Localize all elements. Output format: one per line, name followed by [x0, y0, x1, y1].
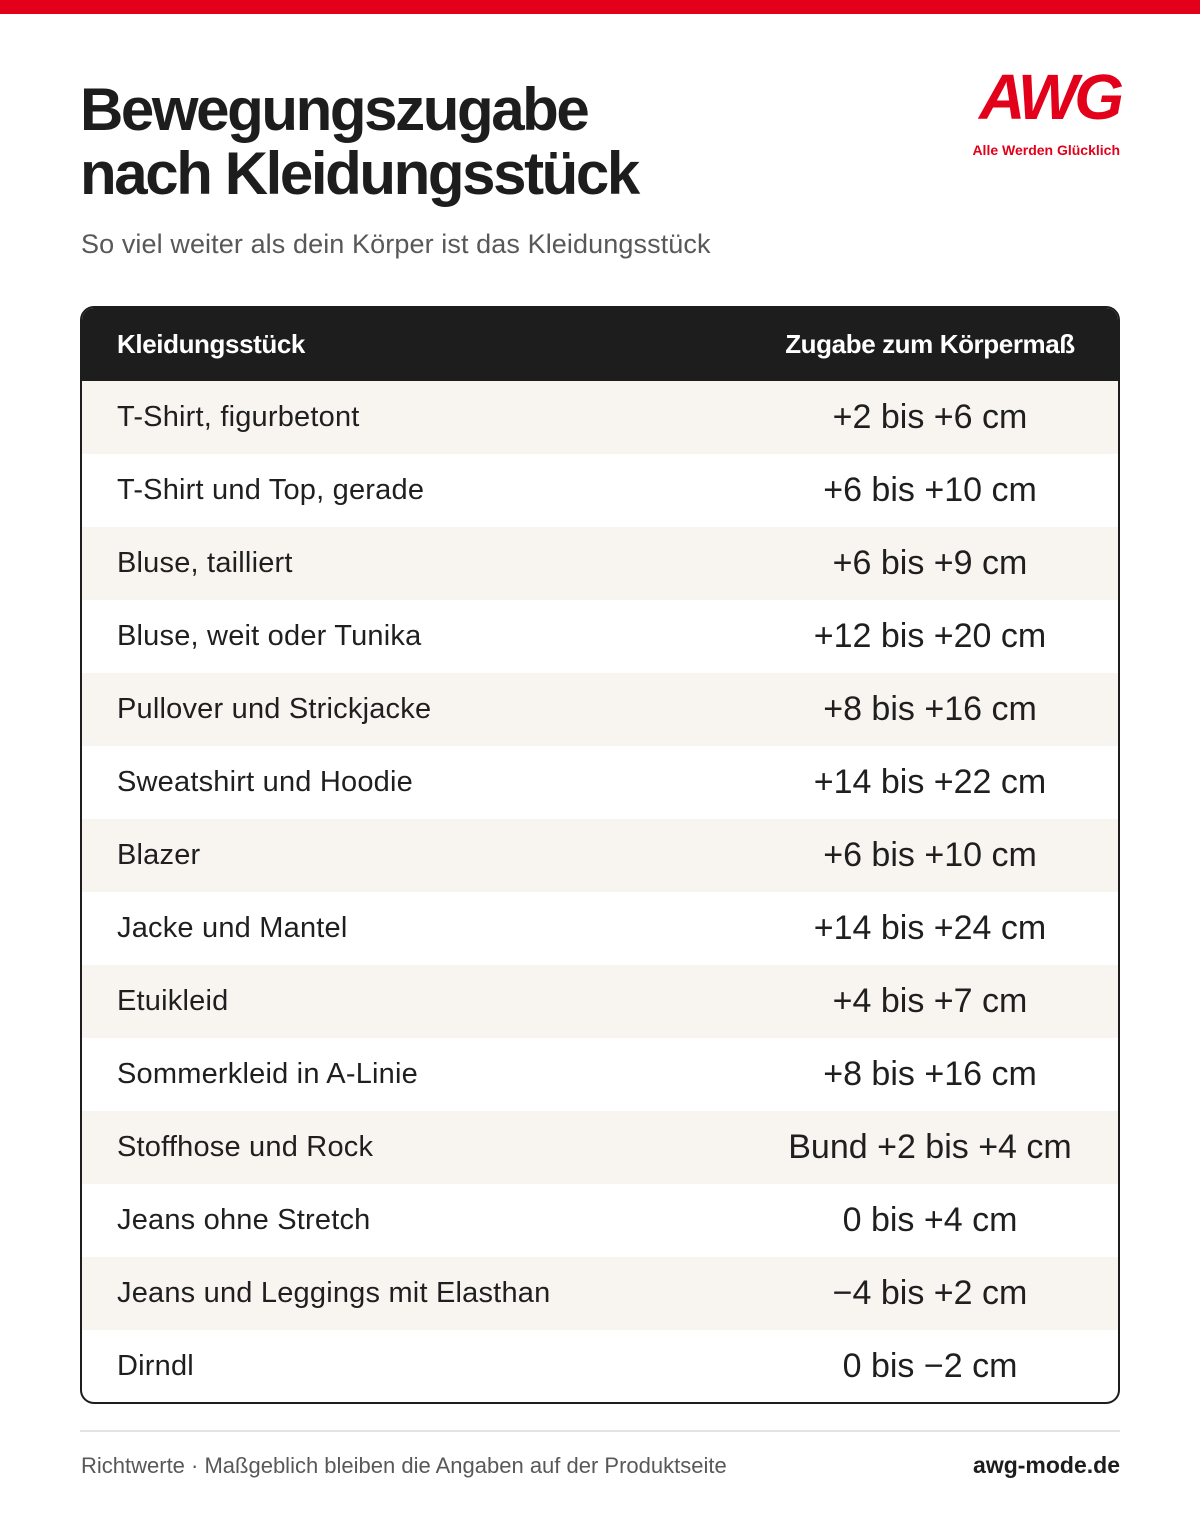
- footer-divider: [80, 1430, 1120, 1432]
- table-row: [82, 1257, 1118, 1330]
- garment-cell: Jacke und Mantel: [117, 912, 348, 944]
- garment-cell: T-Shirt, figurbetont: [117, 401, 360, 433]
- website-link[interactable]: awg-mode.de: [973, 1452, 1120, 1478]
- allowance-cell: 0 bis +4 cm: [842, 1201, 1018, 1239]
- awg-logo[interactable]: [946, 61, 1124, 164]
- garment-cell: Sommerkleid in A-Linie: [117, 1058, 418, 1090]
- garment-cell: T-Shirt und Top, gerade: [117, 474, 425, 506]
- page-subtitle: So viel weiter als dein Körper ist das Kleidungsstück: [81, 229, 711, 259]
- garment-cell: Bluse, weit oder Tunika: [117, 620, 422, 652]
- page-title: [80, 78, 840, 206]
- table-row: [82, 965, 1118, 1038]
- table-header: [82, 308, 1118, 381]
- table-row: [82, 746, 1118, 819]
- allowance-cell: +6 bis +10 cm: [823, 471, 1037, 509]
- garment-cell: Stoffhose und Rock: [117, 1131, 374, 1163]
- allowance-cell: Bund +2 bis +4 cm: [788, 1128, 1072, 1166]
- allowance-cell: +8 bis +16 cm: [823, 690, 1037, 728]
- table-row: [82, 673, 1118, 746]
- allowance-cell: +12 bis +20 cm: [813, 617, 1047, 655]
- table-row: [82, 819, 1118, 892]
- allowance-cell: −4 bis +2 cm: [832, 1274, 1028, 1312]
- allowance-cell: +14 bis +24 cm: [813, 909, 1047, 947]
- garment-cell: Pullover und Strickjacke: [117, 693, 432, 725]
- brand-top-bar: [0, 0, 1200, 14]
- table-row: [82, 1330, 1118, 1403]
- column-header-garment: Kleidungsstück: [117, 329, 305, 359]
- garment-cell: Dirndl: [117, 1350, 194, 1382]
- garment-cell: Blazer: [117, 839, 201, 871]
- allowance-cell: +8 bis +16 cm: [823, 1055, 1037, 1093]
- garment-cell: Sweatshirt und Hoodie: [117, 766, 413, 798]
- table-row: [82, 1111, 1118, 1184]
- column-header-allowance: Zugabe zum Körpermaß: [785, 329, 1075, 359]
- table-row: [82, 892, 1118, 965]
- table-row: [82, 600, 1118, 673]
- garment-cell: Etuikleid: [117, 985, 229, 1017]
- title-line-1: Bewegungszugabe: [80, 76, 588, 143]
- allowance-cell: +6 bis +9 cm: [832, 544, 1028, 582]
- table-row: [82, 1038, 1118, 1111]
- footer-note: Richtwerte · Maßgeblich bleiben die Angaben auf der Produktseite: [81, 1453, 727, 1478]
- logo-tagline: Alle Werden Glücklich: [972, 142, 1120, 158]
- allowance-cell: +6 bis +10 cm: [823, 836, 1037, 874]
- allowance-cell: +4 bis +7 cm: [832, 982, 1028, 1020]
- title-line-2: nach Kleidungsstück: [80, 140, 638, 207]
- table-row: [82, 454, 1118, 527]
- logo-wordmark: AWG: [979, 61, 1120, 133]
- table-row: [82, 381, 1118, 454]
- garment-cell: Jeans und Leggings mit Elasthan: [117, 1277, 551, 1309]
- allowance-cell: 0 bis −2 cm: [842, 1347, 1018, 1385]
- allowance-cell: +2 bis +6 cm: [832, 398, 1028, 436]
- allowance-cell: +14 bis +22 cm: [813, 763, 1047, 801]
- garment-cell: Jeans ohne Stretch: [117, 1204, 371, 1236]
- allowance-table: [80, 306, 1120, 1404]
- garment-cell: Bluse, tailliert: [117, 547, 293, 579]
- table-row: [82, 527, 1118, 600]
- table-row: [82, 1184, 1118, 1257]
